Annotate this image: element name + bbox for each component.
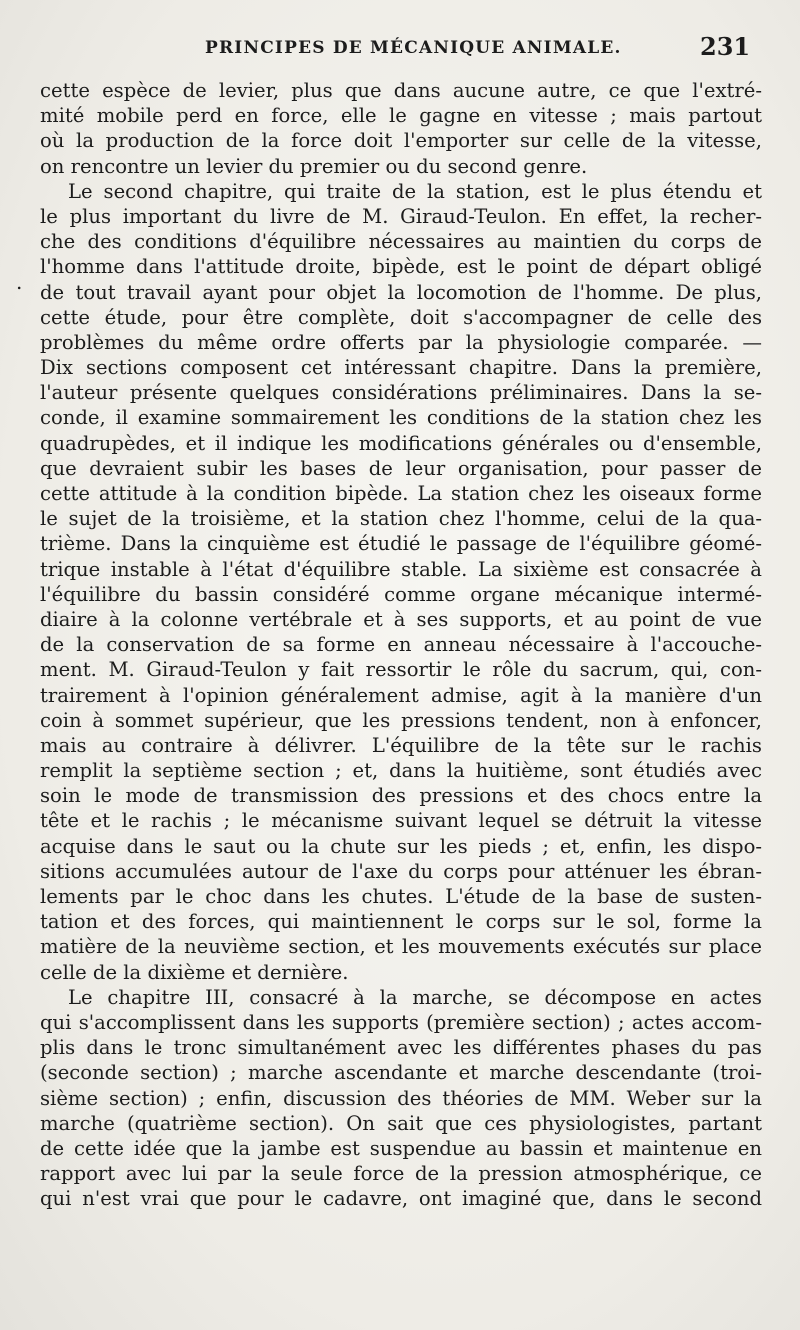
text-line: qui s'accomplissent dans les supports (première section) ; actes accom- — [40, 1010, 762, 1034]
text-line: qui n'est vrai que pour le cadavre, ont imaginé que, dans le second — [40, 1187, 762, 1211]
text-line: plis dans le tronc simultanément avec les différentes phases du pas — [40, 1036, 762, 1060]
margin-mark: . — [16, 270, 23, 294]
page-header — [0, 30, 800, 70]
text-line: de cette idée que la jambe est suspendue au bassin et maintenue en — [40, 1136, 762, 1160]
text-line: rapport avec lui par la seule force de la pression atmosphérique, ce — [40, 1162, 762, 1186]
text-line: que devraient subir les bases de leur organisation, pour passer de — [40, 456, 762, 480]
text-line: Dix sections composent cet intéressant chapitre. Dans la première, — [40, 356, 762, 380]
text-line: trique instable à l'état d'équilibre stable. La sixième est consacrée à — [40, 557, 762, 581]
text-line: le sujet de la troisième, et la station chez l'homme, celui de la qua- — [40, 507, 762, 531]
text-line: tête et le rachis ; le mécanisme suivant lequel se détruit la vitesse — [40, 809, 762, 833]
text-line: l'équilibre du bassin considéré comme organe mécanique intermé- — [40, 582, 762, 606]
text-line: sième section) ; enfin, discussion des théories de MM. Weber sur la — [40, 1086, 762, 1110]
text-line: de tout travail ayant pour objet la locomotion de l'homme. De plus, — [40, 280, 762, 304]
text-line: de la conservation de sa forme en anneau nécessaire à l'accouche- — [40, 633, 762, 657]
text-line: cette étude, pour être complète, doit s'accompagner de celle des — [40, 305, 762, 329]
text-line: soin le mode de transmission des pressions et des chocs entre la — [40, 784, 762, 808]
text-line: cette attitude à la condition bipède. La station chez les oiseaux forme — [40, 482, 762, 505]
text-line: trairement à l'opinion généralement admise, agit à la manière d'un — [40, 683, 762, 707]
text-line: le plus important du livre de M. Giraud-Teulon. En effet, la recher- — [40, 204, 762, 228]
text-line: problèmes du même ordre offerts par la physiologie comparée. — — [40, 330, 762, 354]
text-line: celle de la dixième et dernière. — [40, 960, 349, 984]
text-line: l'homme dans l'attitude droite, bipède, est le point de départ obligé — [40, 255, 762, 279]
text-line: l'auteur présente quelques considérations préliminaires. Dans la se- — [40, 381, 762, 405]
text-line: coin à sommet supérieur, que les pressions tendent, non à enfoncer, — [40, 708, 762, 732]
text-line: on rencontre un levier du premier ou du second genre. — [40, 154, 588, 178]
page-number: 231 — [700, 32, 751, 61]
text-line: ment. M. Giraud-Teulon y fait ressortir le rôle du sacrum, qui, con- — [40, 658, 762, 682]
running-title: PRINCIPES DE MÉCANIQUE ANIMALE. — [205, 38, 622, 58]
text-line: conde, il examine sommairement les conditions de la station chez les — [40, 406, 762, 430]
text-line: mité mobile perd en force, elle le gagne en vitesse ; mais partout — [40, 104, 762, 128]
text-line: marche (quatrième section). On sait que ces physiologistes, partant — [40, 1111, 762, 1135]
text-line: lements par le choc dans les chutes. L'étude de la base de susten- — [40, 885, 762, 908]
text-line: che des conditions d'équilibre nécessaires au maintien du corps de — [40, 230, 762, 254]
text-line: (seconde section) ; marche ascendante et marche descendante (troi- — [40, 1061, 762, 1085]
text-line: tation et des forces, qui maintiennent le corps sur le sol, forme la — [40, 910, 762, 934]
text-line: matière de la neuvième section, et les mouvements exécutés sur place — [40, 935, 762, 959]
text-line: trième. Dans la cinquième est étudié le passage de l'équilibre géomé- — [40, 532, 762, 556]
text-line: acquise dans le saut ou la chute sur les pieds ; et, enfin, les dispo- — [40, 834, 762, 858]
body-text — [40, 78, 762, 1211]
text-line: diaire à la colonne vertébrale et à ses supports, et au point de vue — [40, 607, 762, 631]
text-line: Le chapitre III, consacré à la marche, se décompose en actes — [68, 985, 762, 1009]
text-line: remplit la septième section ; et, dans la huitième, sont étudiés avec — [40, 759, 762, 783]
text-line: mais au contraire à délivrer. L'équilibre de la tête sur le rachis — [40, 733, 762, 757]
text-line: où la production de la force doit l'emporter sur celle de la vitesse, — [40, 129, 762, 153]
text-line: quadrupèdes, et il indique les modifications générales ou d'ensemble, — [40, 431, 762, 455]
text-line: sitions accumulées autour de l'axe du corps pour atténuer les ébran- — [40, 859, 762, 883]
text-line: Le second chapitre, qui traite de la station, est le plus étendu et — [68, 179, 762, 203]
text-line: cette espèce de levier, plus que dans aucune autre, ce que l'extré- — [40, 79, 762, 102]
